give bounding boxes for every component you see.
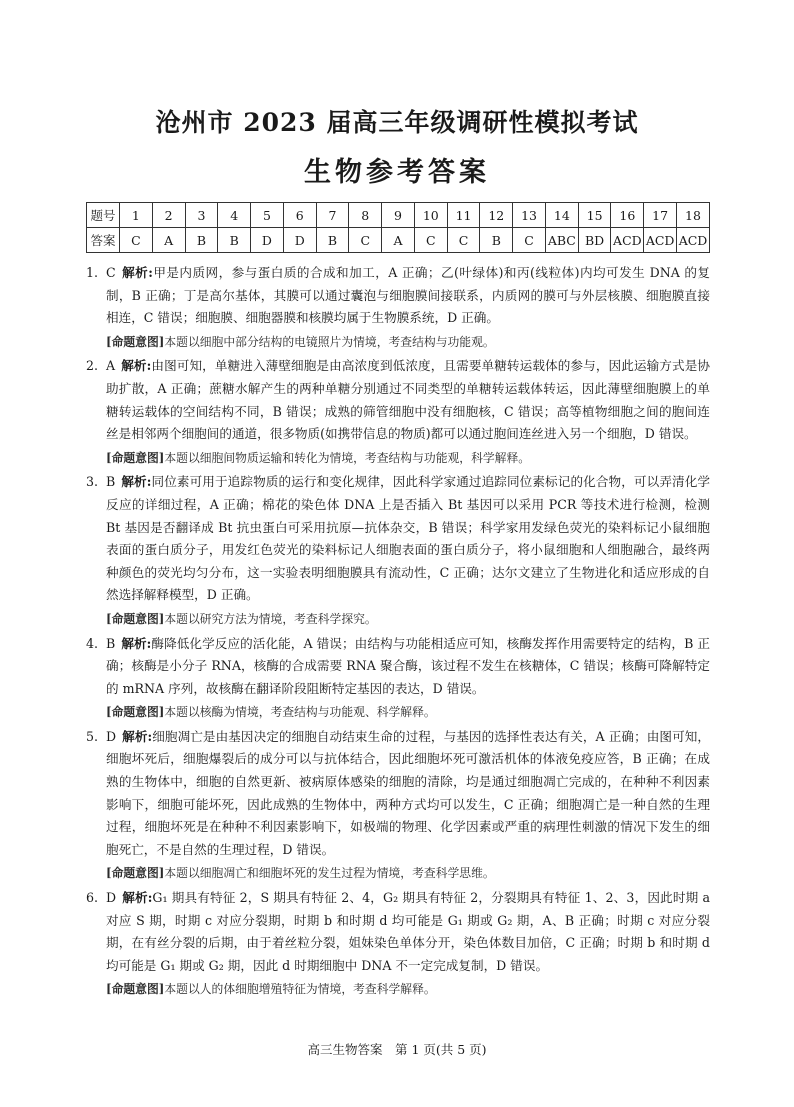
intent-tag: [命题意图] [106,611,165,626]
table-cell-answer: ACD [677,228,710,253]
table-cell-answer: A [152,228,185,253]
table-cell-number: 11 [447,203,480,228]
question-explanation [86,471,710,607]
intent-text: 本题以细胞中部分结构的电镜照片为情境，考查结构与功能观。 [164,334,495,349]
table-cell-number: 1 [120,203,153,228]
table-row-answers [87,228,710,253]
table-cell-number: 7 [316,203,349,228]
page-footer: 高三生物答案 第 1 页(共 5 页) [307,1042,487,1057]
table-cell-answer: ACD [644,228,677,253]
explanation-label: 解析: [121,265,153,280]
table-cell-answer: B [218,228,251,253]
table-cell-answer: C [414,228,447,253]
table-cell-answer: C [447,228,480,253]
table-cell-answer: C [513,228,546,253]
question-explanation [86,262,710,330]
exam-title: 沧州市 2023 届高三年级调研性模拟考试 [155,108,639,137]
question-number: 3. [86,474,99,490]
question-answer: D [106,728,117,744]
table-cell-number: 8 [349,203,382,228]
explanation-text: 同位素可用于追踪物质的运行和变化规律，因此科学家通过追踪同位素标记的化合物，可以弄清化学反应的详细过程，A 正确；棉花的染色体 DNA 上是否插入 Bt 基因可以采用 PCR 等技术进行检测，检测 Bt 基因是否翻译成 Bt 抗虫蛋白可采用抗原—抗体杂交，B 错误；科学家用发绿色荧光的染料标记小鼠细胞表面的蛋白质分子，用发红色荧光的染料标记人细胞表面的蛋白质分子，将小鼠细胞和人细胞融合，最终两种颜色的荧光均匀分布，这一实验表明细胞膜具有流动性，C 正确；达尔文建立了生物进化和适应形成的自然选择解释模型，D 正确。 [106,474,710,603]
table-cell-number: 18 [677,203,710,228]
table-row-label: 答案 [87,228,120,253]
table-cell-answer: C [120,228,153,253]
intent-text: 本题以核酶为情境，考查结构与功能观、科学解释。 [164,705,436,720]
table-cell-answer: ABC [545,228,578,253]
table-cell-answer: A [382,228,415,253]
table-cell-number: 13 [513,203,546,228]
table-row-numbers [87,203,710,228]
intent-text: 本题以细胞凋亡和细胞坏死的发生过程为情境，考查科学思维。 [164,866,495,881]
question-intent [106,608,710,631]
table-cell-number: 3 [185,203,218,228]
table-cell-number: 16 [611,203,644,228]
explanation-label: 解析: [121,635,152,651]
table-cell-answer: C [349,228,382,253]
explanation-text: G₁ 期具有特征 2，S 期具有特征 2、4，G₂ 期具有特征 2，分裂期具有特征 1、2、3，因此时期 a 对应 S 期，时期 c 对应分裂期，时期 b 和时期 d 均可能是 G₁ 期或 G₂ 期，A、B 正确；时期 c 对应分裂期，在有丝分裂的后期，由于着丝粒分裂，姐妹染色单体分开，染色体数目加倍，C 正确；时期 b 和时期 d 均可能是 G₁ 期或 G₂ 期，因此 d 时期细胞中 DNA 不一定完成复制，D 错误。 [106,890,710,973]
table-cell-number: 17 [644,203,677,228]
question-number: 4. [86,635,99,651]
intent-text: 本题以人的体细胞增殖特征为情境，考查科学解释。 [164,982,436,997]
table-cell-number: 4 [218,203,251,228]
question-number: 2. [86,358,99,374]
intent-tag: [命题意图] [106,982,165,997]
explanation-text: 甲是内质网，参与蛋白质的合成和加工，A 正确；乙(叶绿体)和丙(线粒体)内均可发生 DNA 的复制，B 正确；丁是高尔基体，其膜可以通过囊泡与细胞膜间接联系，内质网的膜可与外层核膜、细胞膜直接相连，C 错误；细胞膜、细胞器膜和核膜均属于生物膜系统，D 正确。 [106,265,710,326]
question-explanation [86,355,710,445]
explanation-text: 酶降低化学反应的活化能，A 错误；由结构与功能相适应可知，核酶发挥作用需要特定的结构，B 正确；核酶是小分子 RNA，核酶的合成需要 RNA 聚合酶，该过程不发生在核糖体，C 错误；核酶可降解特定的 mRNA 序列，故核酶在翻译阶段阻断特定基因的表达，D 错误。 [106,635,711,696]
question-answer: C [106,265,116,280]
intent-tag: [命题意图] [106,334,165,349]
intent-text: 本题以细胞间物质运输和转化为情境，考查结构与功能观，科学解释。 [164,450,531,465]
table-cell-answer: BD [578,228,611,253]
intent-tag: [命题意图] [106,866,165,881]
explanation-label: 解析: [122,728,153,744]
table-cell-answer: D [251,228,284,253]
question-answer: B [106,474,116,490]
table-cell-number: 15 [578,203,611,228]
table-cell-number: 5 [251,203,284,228]
table-cell-number: 2 [152,203,185,228]
intent-tag: [命题意图] [106,450,165,465]
question-intent [106,978,710,1001]
table-cell-number: 6 [283,203,316,228]
question-explanation [86,887,710,977]
explanation-text: 细胞凋亡是由基因决定的细胞自动结束生命的过程，与基因的选择性表达有关，A 正确；由图可知，细胞坏死后，细胞爆裂后的成分可以与抗体结合，因此细胞坏死可激活机体的体液免疫应答，B 正确；在成熟的生物体中，细胞的自然更新、被病原体感染的细胞的清除，均是通过细胞凋亡完成的，在种种不利因素影响下，细胞可能坏死，因此成熟的生物体中，两种方式均可以发生，C 正确；细胞凋亡是一种自然的生理过程，细胞坏死是在种种不利因素影响下，如极端的物理、化学因素或严重的病理性刺激的情况下发生的细胞死亡，不是自然的生理过程，D 错误。 [106,728,710,857]
table-cell-answer: B [185,228,218,253]
explanations [86,262,710,1003]
table-cell-answer: B [316,228,349,253]
question-answer: D [106,890,117,906]
question-intent [106,447,710,470]
table-cell-number: 9 [382,203,415,228]
question-explanation [86,633,710,701]
explanation-label: 解析: [121,358,152,374]
table-cell-answer: ACD [611,228,644,253]
question-number: 5. [86,728,99,744]
question-number: 1. [86,265,99,280]
table-cell-answer: B [480,228,513,253]
answer-subtitle: 生物参考答案 [304,157,490,188]
table-cell-number: 14 [545,203,578,228]
intent-tag: [命题意图] [106,705,165,720]
table-cell-number: 10 [414,203,447,228]
table-cell-answer: D [283,228,316,253]
intent-text: 本题以研究方法为情境，考查科学探究。 [164,611,377,626]
explanation-label: 解析: [122,890,153,906]
question-intent [106,701,710,724]
explanation-label: 解析: [121,474,152,490]
question-explanation [86,726,710,862]
explanation-text: 由图可知，单糖进入薄壁细胞是由高浓度到低浓度，且需要单糖转运载体的参与，因此运输方式是协助扩散，A 正确；蔗糖水解产生的两种单糖分别通过不同类型的单糖转运载体转运，因此薄壁细胞膜上的单糖转运载体的空间结构不同，B 错误；成熟的筛管细胞中没有细胞核，C 错误；高等植物细胞之间的胞间连丝是相邻两个细胞间的通道，很多物质(如携带信息的物质)都可以通过胞间连丝进入另一个细胞，D 错误。 [106,358,710,442]
table-cell-number: 12 [480,203,513,228]
question-intent [106,862,710,885]
question-number: 6. [86,890,99,906]
question-answer: A [106,358,116,374]
question-intent [106,331,710,354]
question-answer: B [106,635,116,651]
answer-table [86,202,710,253]
table-row-label: 题号 [87,203,120,228]
